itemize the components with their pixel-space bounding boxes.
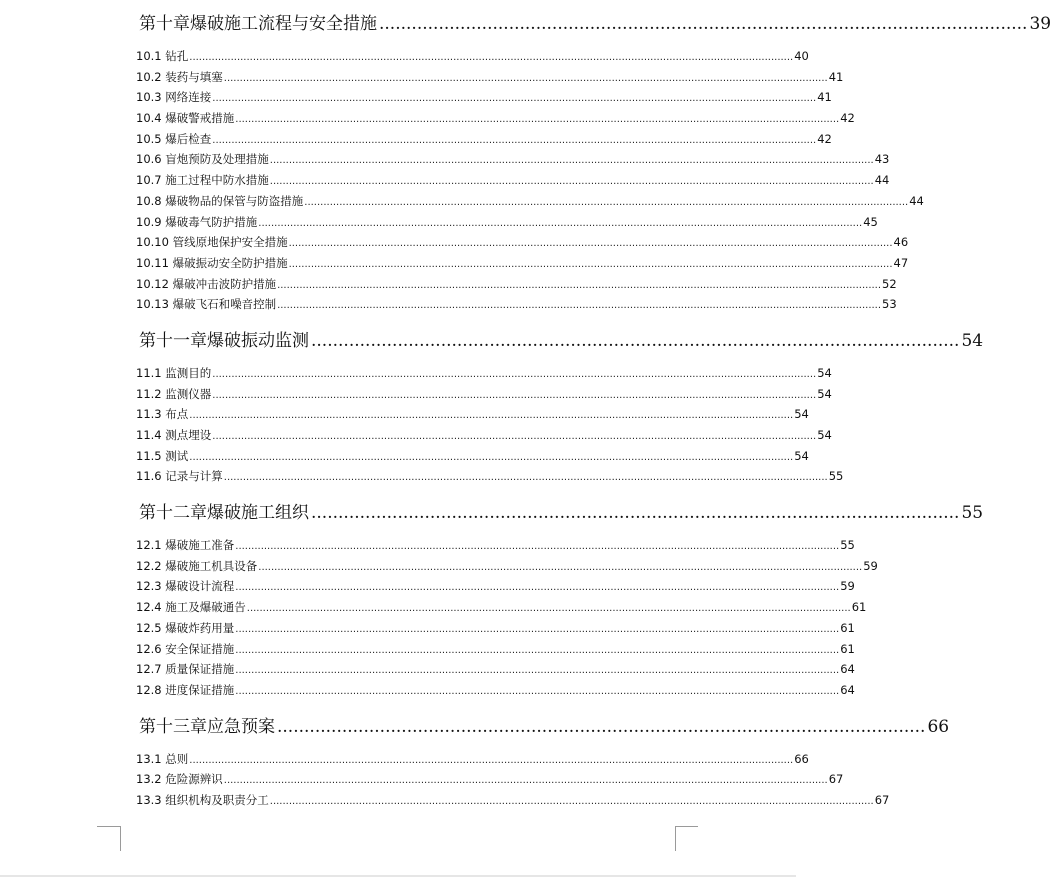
entry-label: 11.3 布点	[136, 407, 189, 422]
entry-label: 10.8 爆破物品的保管与防盗措施	[136, 193, 304, 208]
dot-leader: ........................................................................................................................	[311, 330, 960, 351]
dot-leader: ..............................................................................................................................................................................................	[212, 134, 817, 146]
toc-entry[interactable]	[136, 466, 844, 487]
entry-label: 11.1 监测目的	[136, 365, 212, 380]
entry-page-number: 59	[840, 579, 855, 594]
crop-mark-right	[675, 826, 676, 851]
toc-entry[interactable]	[136, 363, 832, 384]
dot-leader: ..............................................................................................................................................................................................	[189, 754, 794, 766]
dot-leader: ..............................................................................................................................................................................................	[189, 410, 794, 422]
entry-page-number: 43	[874, 152, 890, 167]
dot-leader: ..............................................................................................................................................................................................	[223, 472, 828, 484]
chapter-page-number: 55	[961, 503, 984, 524]
dot-leader: ..............................................................................................................................................................................................	[189, 52, 794, 63]
dot-leader: ..............................................................................................................................................................................................	[235, 114, 840, 126]
entry-label: 11.5 测试	[136, 448, 189, 463]
entry-page-number: 54	[794, 448, 809, 463]
toc-entry[interactable]	[136, 191, 924, 212]
dot-leader: ..............................................................................................................................................................................................	[223, 72, 828, 84]
table-of-contents	[136, 4, 1051, 811]
toc-entry[interactable]	[136, 404, 809, 425]
toc-entry[interactable]	[136, 535, 855, 556]
entry-label: 10.2 装药与填塞	[136, 69, 223, 84]
entry-page-number: 42	[840, 111, 855, 126]
toc-entry[interactable]	[136, 680, 855, 701]
chapter-heading[interactable]	[136, 707, 950, 747]
toc-entry[interactable]	[136, 556, 878, 577]
toc-entry[interactable]	[136, 232, 909, 253]
entry-page-number: 64	[840, 662, 855, 677]
toc-entry[interactable]	[136, 659, 855, 680]
toc-entry[interactable]	[136, 274, 897, 295]
chapter-heading[interactable]	[136, 321, 984, 361]
toc-entry[interactable]	[136, 129, 832, 150]
toc-entry[interactable]	[136, 87, 832, 108]
entry-label: 11.2 监测仪器	[136, 386, 212, 401]
entry-page-number: 67	[828, 772, 844, 787]
entry-page-number: 59	[863, 558, 878, 573]
entry-label: 12.5 爆破炸药用量	[136, 620, 235, 635]
entry-page-number: 61	[851, 600, 867, 615]
entry-page-number: 46	[893, 235, 909, 250]
dot-leader: ..............................................................................................................................................................................................	[258, 217, 863, 229]
toc-entry[interactable]	[136, 749, 809, 770]
chapter-page-number: 39	[1029, 14, 1051, 34]
chapter-title: 爆破施工流程与安全措施	[190, 14, 377, 34]
toc-entry[interactable]	[136, 446, 809, 467]
entry-label: 10.13 爆破飞石和噪音控制	[136, 297, 277, 312]
entry-page-number: 54	[817, 428, 832, 442]
chapter-title: 应急预案	[207, 716, 275, 737]
chapter-page-number: 66	[927, 716, 950, 737]
dot-leader: ..............................................................................................................................................................................................	[212, 431, 817, 442]
chapter-title: 爆破施工组织	[207, 503, 309, 524]
dot-leader: ..............................................................................................................................................................................................	[212, 368, 817, 380]
dot-leader: ..............................................................................................................................................................................................	[269, 155, 874, 167]
entry-page-number: 61	[840, 641, 855, 656]
entry-label: 12.3 爆破设计流程	[136, 579, 235, 594]
chapter-number: 第十二章	[139, 503, 207, 524]
entry-page-number: 45	[863, 214, 878, 229]
entry-label: 11.4 测点埋设	[136, 428, 212, 442]
dot-leader: ..............................................................................................................................................................................................	[235, 644, 840, 656]
entry-page-number: 52	[882, 276, 897, 291]
entry-page-number: 55	[840, 538, 855, 553]
dot-leader: ..............................................................................................................................................................................................	[258, 561, 863, 573]
entry-page-number: 53	[882, 297, 897, 312]
entry-page-number: 54	[794, 407, 809, 422]
entry-label: 13.1 总则	[136, 751, 189, 766]
entry-page-number: 40	[794, 49, 809, 63]
chapter-number: 第十一章	[139, 330, 207, 351]
dot-leader: ..............................................................................................................................................................................................	[235, 665, 840, 677]
toc-entry[interactable]	[136, 790, 890, 811]
entry-label: 10.1 钻孔	[136, 49, 189, 63]
entry-label: 12.8 进度保证措施	[136, 682, 235, 697]
entry-label: 13.2 危险源辨识	[136, 772, 223, 787]
entry-label: 12.1 爆破施工准备	[136, 538, 235, 553]
entry-label: 12.6 安全保证措施	[136, 641, 235, 656]
entry-page-number: 54	[817, 365, 832, 380]
entry-page-number: 66	[794, 751, 809, 766]
entry-label: 10.11 爆破振动安全防护措施	[136, 255, 288, 270]
dot-leader: ..............................................................................................................................................................................................	[223, 775, 828, 787]
dot-leader: ..............................................................................................................................................................................................	[288, 258, 893, 270]
toc-entry[interactable]	[136, 384, 832, 405]
dot-leader: ..............................................................................................................................................................................................	[235, 541, 840, 553]
dot-leader: ..............................................................................................................................................................................................	[235, 623, 840, 635]
dot-leader: ..............................................................................................................................................................................................	[212, 93, 817, 105]
entry-label: 12.4 施工及爆破通告	[136, 600, 246, 615]
toc-entry[interactable]	[136, 425, 832, 446]
toc-entry[interactable]	[136, 597, 867, 618]
entry-label: 13.3 组织机构及职责分工	[136, 792, 269, 807]
entry-label: 10.6 盲炮预防及处理措施	[136, 152, 269, 167]
dot-leader: ..............................................................................................................................................................................................	[288, 238, 893, 250]
dot-leader: ..............................................................................................................................................................................................	[235, 582, 840, 594]
toc-entry[interactable]	[136, 46, 809, 67]
entry-page-number: 54	[817, 386, 832, 401]
entry-page-number: 44	[909, 193, 924, 208]
entry-page-number: 42	[817, 131, 832, 146]
toc-entry[interactable]	[136, 576, 855, 597]
entry-label: 10.9 爆破毒气防护措施	[136, 214, 258, 229]
dot-leader: ..............................................................................................................................................................................................	[277, 279, 882, 291]
entry-label: 10.3 网络连接	[136, 90, 212, 105]
crop-mark-left	[97, 826, 120, 827]
chapter-heading[interactable]	[136, 4, 1051, 44]
entry-page-number: 44	[874, 173, 890, 188]
entry-label: 10.4 爆破警戒措施	[136, 111, 235, 126]
dot-leader: ..............................................................................................................................................................................................	[235, 685, 840, 697]
toc-entry[interactable]	[136, 67, 844, 88]
entry-page-number: 64	[840, 682, 855, 697]
entry-page-number: 41	[817, 90, 832, 105]
entry-label: 10.12 爆破冲击波防护措施	[136, 276, 277, 291]
dot-leader: ........................................................................................................................	[311, 503, 960, 524]
dot-leader: ..............................................................................................................................................................................................	[212, 389, 817, 401]
crop-mark-right	[675, 826, 698, 827]
dot-leader: ..............................................................................................................................................................................................	[189, 451, 794, 463]
chapter-heading[interactable]	[136, 493, 984, 533]
dot-leader: ..............................................................................................................................................................................................	[277, 300, 882, 312]
entry-label: 10.5 爆后检查	[136, 131, 212, 146]
entry-label: 10.7 施工过程中防水措施	[136, 173, 269, 188]
entry-page-number: 55	[828, 469, 844, 484]
toc-entry[interactable]	[136, 108, 855, 129]
dot-leader: ........................................................................................................................	[379, 14, 1028, 34]
entry-page-number: 41	[828, 69, 844, 84]
entry-page-number: 47	[893, 255, 909, 270]
toc-entry[interactable]	[136, 149, 890, 170]
toc-entry[interactable]	[136, 212, 878, 233]
toc-entry[interactable]	[136, 294, 897, 315]
toc-entry[interactable]	[136, 253, 909, 274]
dot-leader: ..............................................................................................................................................................................................	[269, 795, 874, 807]
chapter-title: 爆破振动监测	[207, 330, 309, 351]
entry-label: 10.10 管线原地保护安全措施	[136, 235, 288, 250]
toc-entry[interactable]	[136, 639, 855, 660]
chapter-page-number: 54	[961, 330, 984, 351]
chapter-number: 第十三章	[139, 716, 207, 737]
dot-leader: ........................................................................................................................	[277, 716, 926, 737]
entry-label: 12.7 质量保证措施	[136, 662, 235, 677]
chapter-number: 第十章	[139, 14, 190, 34]
entry-label: 12.2 爆破施工机具设备	[136, 558, 258, 573]
toc-entry[interactable]	[136, 769, 844, 790]
entry-label: 11.6 记录与计算	[136, 469, 223, 484]
entry-page-number: 61	[840, 620, 855, 635]
crop-mark-left	[120, 826, 121, 851]
dot-leader: ..............................................................................................................................................................................................	[304, 196, 909, 208]
dot-leader: ..............................................................................................................................................................................................	[246, 603, 851, 615]
toc-entry[interactable]	[136, 618, 855, 639]
toc-entry[interactable]	[136, 170, 890, 191]
entry-page-number: 67	[874, 792, 890, 807]
dot-leader: ..............................................................................................................................................................................................	[269, 176, 874, 188]
